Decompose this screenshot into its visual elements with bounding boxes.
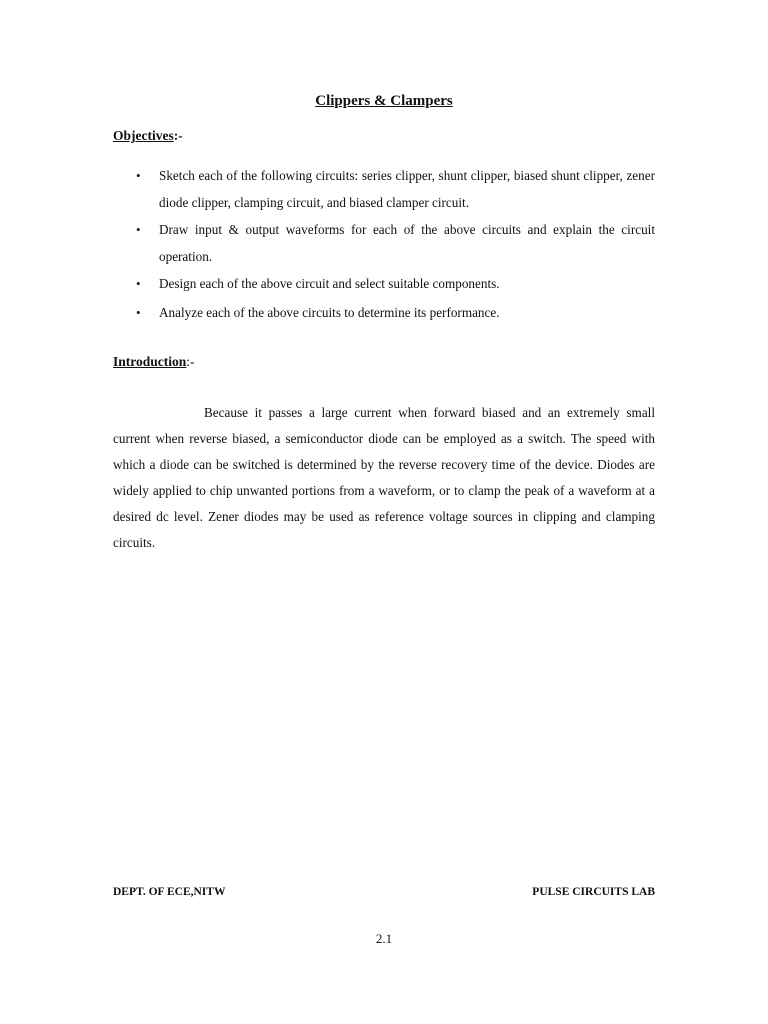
objective-item: • Draw input & output waveforms for each of the above circuits and explain the circuit operation. xyxy=(159,216,655,270)
footer-department: DEPT. OF ECE,NITW xyxy=(113,886,226,898)
introduction-heading-label: Introduction xyxy=(113,354,187,369)
objectives-heading xyxy=(113,128,183,144)
objectives-list xyxy=(159,162,655,326)
page-title: Clippers & Clampers xyxy=(315,93,453,109)
objectives-heading-label: Objectives xyxy=(113,128,174,143)
introduction-heading-suffix: :- xyxy=(186,354,195,369)
objective-item: • Sketch each of the following circuits: series clipper, shunt clipper, biased shunt clipper, zener diode clipper, clamping circuit, and biased clamper circuit. xyxy=(159,162,655,216)
page-number: 2.1 xyxy=(375,931,393,946)
footer-lab-name: PULSE CIRCUITS LAB xyxy=(532,886,655,898)
introduction-heading xyxy=(113,354,195,370)
objective-item: • Analyze each of the above circuits to determine its performance. xyxy=(159,299,655,326)
introduction-paragraph: Because it passes a large current when forward biased and an extremely small current when reverse biased, a semiconductor diode can be employed as a switch. The speed with which a diode can be switched is determined by the reverse recovery time of the device. Diodes are widely applied to chip unwanted portions from a waveform, or to clamp the peak of a waveform at a desired dc level. Zener diodes may be used as reference voltage sources in clipping and clamping circuits. xyxy=(113,405,655,550)
objectives-heading-suffix: :- xyxy=(173,128,183,143)
objective-item: • Design each of the above circuit and select suitable components. xyxy=(159,270,655,297)
